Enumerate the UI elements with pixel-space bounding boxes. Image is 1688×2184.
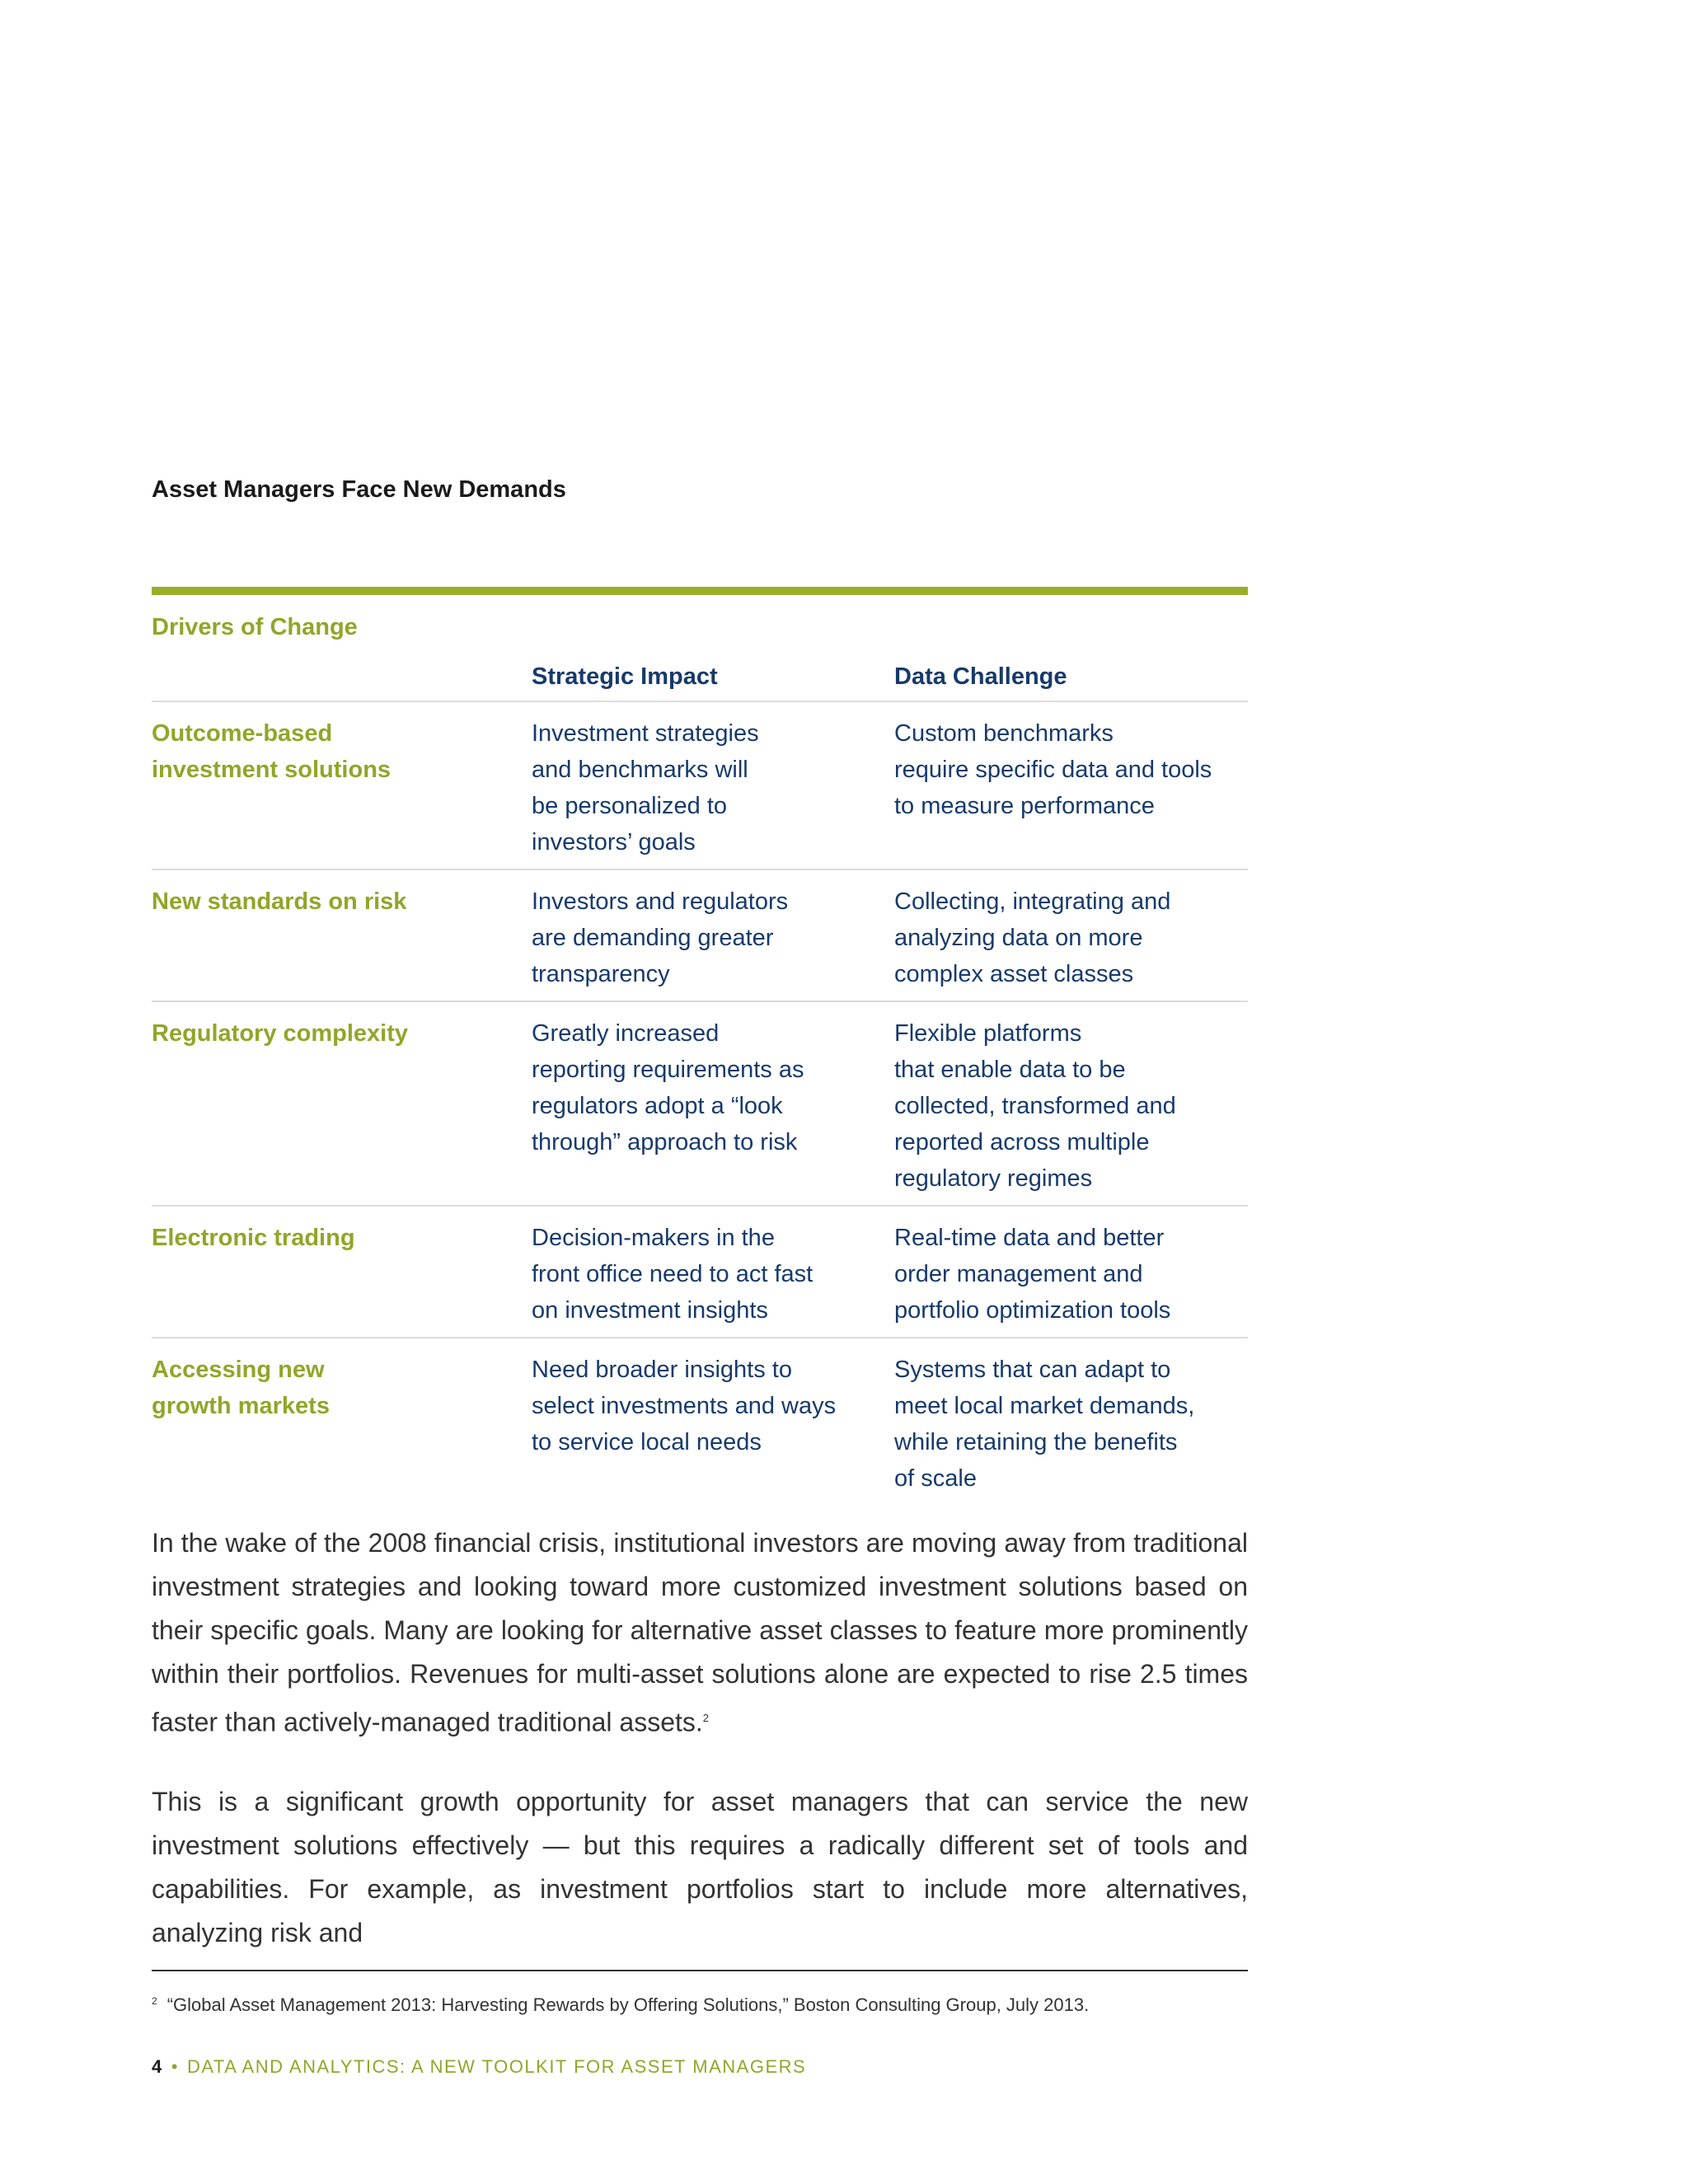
table-row — [152, 1002, 1248, 1207]
row-data-challenge — [894, 1015, 1248, 1197]
table-header-blank — [152, 663, 532, 691]
table-row — [152, 1207, 1248, 1338]
row-driver — [152, 715, 532, 860]
cell-line: Decision-makers in the — [532, 1225, 775, 1251]
footer-title: DATA AND ANALYTICS: A NEW TOOLKIT FOR ASSET MANAGERS — [186, 2056, 807, 2077]
cell-line: analyzing data on more — [894, 925, 1143, 951]
cell-line: and benchmarks will — [532, 757, 748, 783]
cell-line: of scale — [894, 1465, 977, 1492]
cell-line: select investments and ways — [532, 1393, 837, 1419]
cell-line: require specific data and tools — [894, 757, 1212, 783]
cell-line: Outcome-based — [152, 720, 333, 747]
table-top-rule — [152, 587, 1248, 595]
paragraph-1-text: In the wake of the 2008 financial crisis, institutional investors are moving away from traditional investment strategies and looking toward more customized investment solutions based on their specific goals. Many are looking for alternative asset classes to feature more prominently within their portfolios. Revenues for multi-asset solutions alone are expected to rise 2.5 times faster than actively-managed traditional assets. — [152, 1528, 1248, 1737]
footnote-text: “Global Asset Management 2013: Harvesting Rewards by Offering Solutions,” Boston Consulting Group, July 2013. — [166, 1994, 1090, 2015]
row-strategic-impact — [532, 715, 894, 860]
row-driver — [152, 883, 532, 992]
cell-line: front office need to act fast — [532, 1261, 814, 1287]
table-row — [152, 702, 1248, 870]
header-data-challenge: Data Challenge — [894, 663, 1067, 690]
row-strategic-impact — [532, 1352, 894, 1497]
cell-line: reported across multiple — [894, 1129, 1150, 1155]
table-row — [152, 1338, 1248, 1505]
row-driver — [152, 1352, 532, 1497]
cell-line: on investment insights — [532, 1297, 768, 1324]
row-data-challenge — [894, 715, 1248, 860]
page-number: 4 — [152, 2056, 163, 2077]
cell-line: Electronic trading — [152, 1225, 355, 1251]
footnote-number: 2 — [152, 1994, 157, 2007]
row-data-challenge — [894, 883, 1248, 992]
cell-line: Collecting, integrating and — [894, 888, 1171, 915]
cell-line: investors’ goals — [532, 829, 696, 855]
cell-line: Accessing new — [152, 1357, 325, 1383]
cell-line: Investors and regulators — [532, 888, 789, 915]
cell-line: that enable data to be — [894, 1057, 1126, 1083]
cell-line: portfolio optimization tools — [894, 1297, 1171, 1324]
cell-line: through” approach to risk — [532, 1129, 798, 1155]
table-section-title: Drivers of Change — [152, 614, 358, 640]
table-row — [152, 870, 1248, 1002]
cell-line: collected, transformed and — [894, 1093, 1176, 1119]
cell-line: Regulatory complexity — [152, 1020, 409, 1047]
row-driver — [152, 1015, 532, 1197]
cell-line: complex asset classes — [894, 961, 1134, 987]
page-footer — [152, 2056, 806, 2078]
cell-line: New standards on risk — [152, 888, 407, 915]
header-strategic-impact: Strategic Impact — [532, 663, 718, 690]
table-header-row — [152, 663, 1248, 702]
cell-line: order management and — [894, 1261, 1143, 1287]
footnote-ref: 2 — [702, 1712, 710, 1724]
row-strategic-impact — [532, 1015, 894, 1197]
cell-line: to measure performance — [894, 793, 1155, 819]
cell-line: to service local needs — [532, 1429, 762, 1455]
cell-line: growth markets — [152, 1393, 330, 1419]
cell-line: Flexible platforms — [894, 1020, 1082, 1047]
footer-separator: • — [171, 2056, 179, 2077]
row-data-challenge — [894, 1220, 1248, 1329]
cell-line: regulators adopt a “look — [532, 1093, 783, 1119]
cell-line: Investment strategies — [532, 720, 759, 747]
drivers-table — [152, 587, 1248, 1505]
cell-line: reporting requirements as — [532, 1057, 804, 1083]
cell-line: Need broader insights to — [532, 1357, 792, 1383]
row-data-challenge — [894, 1352, 1248, 1497]
table-body — [152, 702, 1248, 1505]
cell-line: Custom benchmarks — [894, 720, 1114, 747]
cell-line: while retaining the benefits — [894, 1429, 1178, 1455]
cell-line: transparency — [532, 961, 670, 987]
row-strategic-impact — [532, 883, 894, 992]
cell-line: investment solutions — [152, 757, 392, 783]
footnote — [152, 1994, 1089, 2016]
body-paragraph-1 — [152, 1521, 1248, 1745]
cell-line: be personalized to — [532, 793, 727, 819]
cell-line: Systems that can adapt to — [894, 1357, 1171, 1383]
footnote-rule — [152, 1970, 1248, 1971]
cell-line: regulatory regimes — [894, 1165, 1093, 1192]
page-title: Asset Managers Face New Demands — [152, 476, 566, 503]
cell-line: Greatly increased — [532, 1020, 720, 1047]
cell-line: meet local market demands, — [894, 1393, 1195, 1419]
cell-line: Real-time data and better — [894, 1225, 1165, 1251]
row-driver — [152, 1220, 532, 1329]
cell-line: are demanding greater — [532, 925, 774, 951]
body-paragraph-2: This is a significant growth opportunity for asset managers that can service the new investment solutions effectively — but this requires a radically different set of tools and capabilities. For example, as investment portfolios start to include more alternatives, analyzing risk and — [152, 1787, 1248, 1947]
row-strategic-impact — [532, 1220, 894, 1329]
